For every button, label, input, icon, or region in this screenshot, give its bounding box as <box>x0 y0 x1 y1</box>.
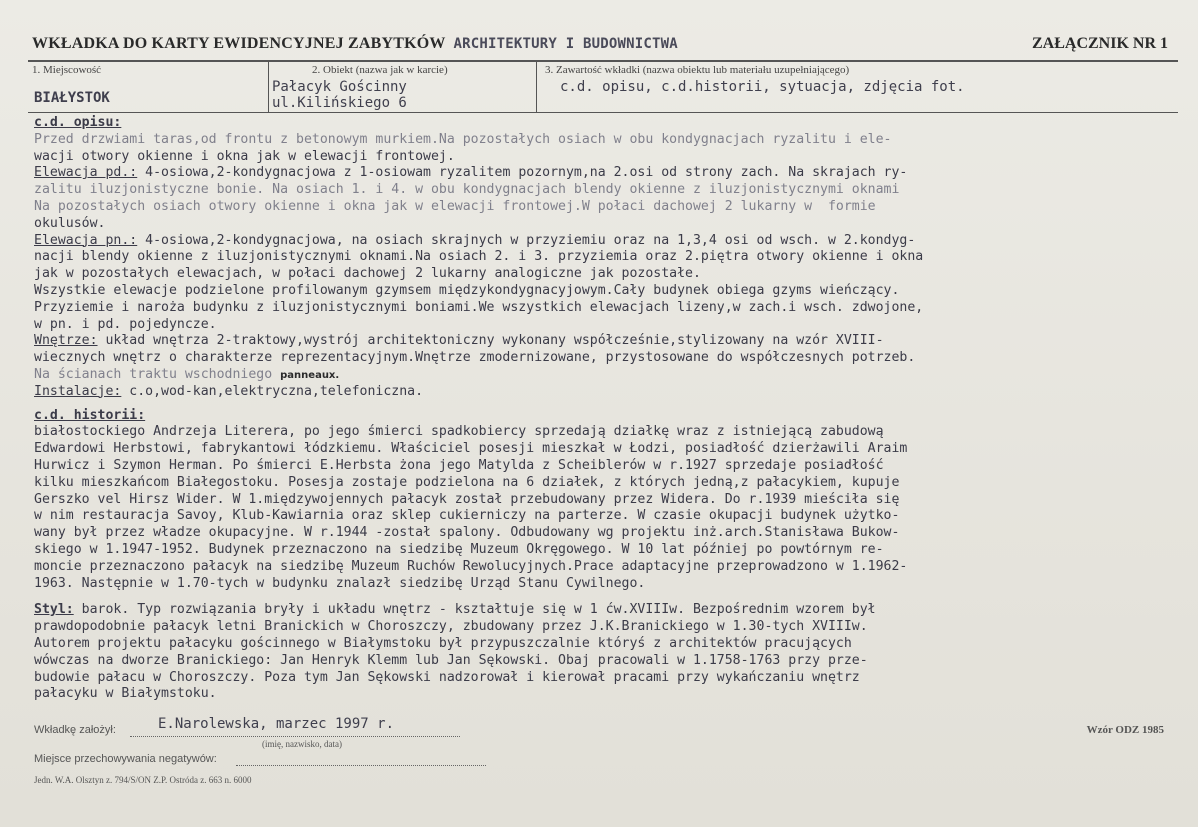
opis-heading-text: c.d. opisu: <box>34 115 122 130</box>
object-value-line-2: ul.Kilińskiego 6 <box>272 95 407 111</box>
annex-number: ZAŁĄCZNIK NR 1 <box>1031 35 1168 52</box>
wnetrze-heading: Wnętrze: <box>34 333 98 349</box>
template-label: Wzór ODZ 1985 <box>1086 724 1164 736</box>
elew-pn-line <box>34 233 1184 250</box>
instalacje-line <box>34 384 1184 401</box>
wnetrze-text: układ wnętrza 2-traktowy,wystrój architektoniczny wykonany współcześnie,stylizowany na wzór XVIII- <box>97 333 884 349</box>
content-label: 3. Zawartość wkładki (nazwa obiektu lub materiału uzupełniającego) <box>545 64 850 76</box>
field-divider-2 <box>536 60 537 113</box>
content-value: c.d. opisu, c.d.historii, sytuacja, zdjęcia fot. <box>560 79 965 95</box>
elew-pn-line: w pn. i pd. pojedyncze. <box>34 316 217 332</box>
section-gap <box>34 401 1184 408</box>
printer-note: Jedn. W.A. Olsztyn z. 794/S/ON Z.P. Ostróda z. 663 n. 6000 <box>34 775 252 785</box>
fields-bottom-rule <box>28 112 1178 113</box>
storage-label: Miejsce przechowywania negatywów: <box>34 753 217 765</box>
historia-line: moncie przeznaczono pałacyk na siedzibę Muzeum Ruchów Rewolucyjnych.Prace adaptacyjne przeprowadzono w 1.1962- <box>34 558 908 574</box>
historia-heading-text: c.d. historii: <box>34 407 146 423</box>
instalacje-text: c.o,wod-kan,elektryczna,telefoniczna. <box>121 383 424 399</box>
wnetrze-text: Na ścianach traktu wschodniego <box>34 366 281 382</box>
opis-line: Przed drzwiami taras,od frontu z betonowym murkiem.Na pozostałych osiach w obu kondygnacjach ryzalitu i ele- <box>34 131 892 147</box>
instalacje-heading: Instalacje: <box>34 383 122 399</box>
elew-pd-heading: Elewacja pd.: <box>34 165 138 181</box>
wnetrze-line <box>34 333 1184 350</box>
elew-pn-line: Wszystkie elewacje podzielone profilowanym gzymsem międzykondygnacyjowym.Cały budynek obiega gzyms wieńczący. <box>34 282 900 298</box>
author-dotted-line <box>130 736 460 737</box>
styl-text: barok. Typ rozwiązania bryły i układu wnętrz - kształtuje się w 1 ćw.XVIIIw. Bezpośrednim wzorem był <box>73 602 876 618</box>
locality-value: BIAŁYSTOK <box>34 90 110 106</box>
historia-line: w nim restauracja Savoy, Klub-Kawiarnia oraz sklep cukierniczy na parterze. W czasie okupacji budynek użytko- <box>34 508 900 524</box>
form-title <box>32 35 678 53</box>
opis-heading <box>34 115 1184 132</box>
styl-line: Autorem projektu pałacyku gościnnego w Białymstoku był przypuszczalnie któryś z architektów pracujących <box>34 635 852 651</box>
wnetrze-line: wiecznych wnętrz o charakterze reprezentacyjnym.Wnętrze zmodernizowane, przystosowane do współczesnych potrzeb. <box>34 350 916 366</box>
elew-pd-text: 4-osiowa,2-kondygnacjowa z 1-osiowam ryzalitem pozornym,na 2.osi od strony zach. Na skrajach ry- <box>137 165 908 181</box>
handwritten-panneaux: panneaux. <box>280 369 340 381</box>
styl-line <box>34 602 1184 619</box>
author-hint: (imię, nazwisko, data) <box>262 739 342 749</box>
historia-line: Gerszko vel Hirsz Wider. W 1.międzywojennych pałacyk został przebudowany przez Widera. Do r.1939 mieściła się <box>34 491 900 507</box>
section-gap <box>34 592 1184 602</box>
field-divider-1 <box>268 60 269 113</box>
opis-line: wacji otwory okienne i okna jak w elewacji frontowej. <box>34 148 455 164</box>
elew-pn-line: jak w pozostałych elewacjach, w połaci dachowej 2 lukarny analogiczne jak pozostałe. <box>34 266 701 282</box>
object-label: 2. Obiekt (nazwa jak w karcie) <box>312 64 448 76</box>
elew-pd-line: okulusów. <box>34 215 106 231</box>
elew-pd-line: zalitu iluzjonistyczne bonie. Na osiach 1. i 4. w obu kondygnacjach blendy okienne z iluzjonistycznymi oknami <box>34 182 900 198</box>
historia-heading <box>34 408 1184 425</box>
author-label: Wkładkę założył: <box>34 724 116 736</box>
wnetrze-line <box>34 367 1184 384</box>
storage-dotted-line <box>236 765 486 766</box>
top-rule <box>28 60 1178 62</box>
elew-pn-line: nacji blendy okienne z iluzjonistycznymi oknami.Na osiach 2. i 3. przyziemia oraz 2.piętra otwory okienne i okna <box>34 249 924 265</box>
styl-line: prawdopodobnie pałacyk letni Branickich w Choroszczy, zbudowany przez J.K.Branickiego w 1.30-tych XVIIIw. <box>34 619 868 635</box>
elew-pn-heading: Elewacja pn.: <box>34 232 138 248</box>
form-title-typed: ARCHITEKTURY I BUDOWNICTWA <box>453 36 678 52</box>
historia-line: Hurwicz i Szymon Herman. Po śmierci E.Herbsta żona jego Matylda z Scheiblerów w r.1927 sprzedaje posiadłość <box>34 457 884 473</box>
styl-heading: Styl: <box>34 602 74 618</box>
historia-line: Edwardowi Herbstowi, fabrykantowi łódzkiemu. Właściciel posesji mieszkał w Łodzi, posiadłość dzierżawili Araim <box>34 441 908 457</box>
historia-line: 1963. Następnie w 1.70-tych w budynku znalazł siedzibę Urząd Stanu Cywilnego. <box>34 575 646 591</box>
historia-line: wany był przez władze okupacyjne. W r.1944 -został spalony. Odbudowany wg projektu inż.arch.Stanisława Bukow- <box>34 525 900 541</box>
historia-line: kilku mieszkańcom Białegostoku. Posesja zostaje podzielona na 6 działek, z których jedną,z pałacykiem, kupuje <box>34 474 900 490</box>
historia-line: skiego w 1.1947-1952. Budynek przeznaczono na siedzibę Muzeum Okręgowego. W 10 lat później po powtórnym re- <box>34 541 884 557</box>
elew-pd-line <box>34 165 1184 182</box>
historia-line: białostockiego Andrzeja Literera, po jego śmierci spadkobiercy sprzedają działkę wraz z istniejącą zabudową <box>34 424 884 440</box>
locality-label: 1. Miejscowość <box>32 64 102 76</box>
elew-pn-text: 4-osiowa,2-kondygnacjowa, na osiach skrajnych w przyziemiu oraz na 1,3,4 osi od wsch. w 2.kondyg- <box>137 232 916 248</box>
form-title-printed: WKŁADKA DO KARTY EWIDENCYJNEJ ZABYTKÓW <box>32 35 446 52</box>
styl-line: pałacyku w Białymstoku. <box>34 686 217 702</box>
styl-line: wówczas na dworze Branickiego: Jan Henryk Klemm lub Jan Sękowski. Obaj pracowali w 1.1758-1763 przy prze- <box>34 652 868 668</box>
elew-pd-line: Na pozostałych osiach otwory okienne i okna jak w elewacji frontowej.W połaci dachowej 2 lukarny w formie <box>34 198 876 214</box>
styl-line: budowie pałacu w Choroszczy. Poza tym Jan Sękowski nadzorował i kierował pracami przy wykańczaniu wnętrz <box>34 669 860 685</box>
card-body <box>34 115 1184 703</box>
author-value: E.Narolewska, marzec 1997 r. <box>158 716 395 732</box>
object-value-line-1: Pałacyk Gościnny <box>272 79 407 95</box>
elew-pn-line: Przyziemie i naroża budynku z iluzjonistycznymi boniami.We wszystkich elewacjach lizeny,w zach.i wsch. zdwojone, <box>34 299 924 315</box>
